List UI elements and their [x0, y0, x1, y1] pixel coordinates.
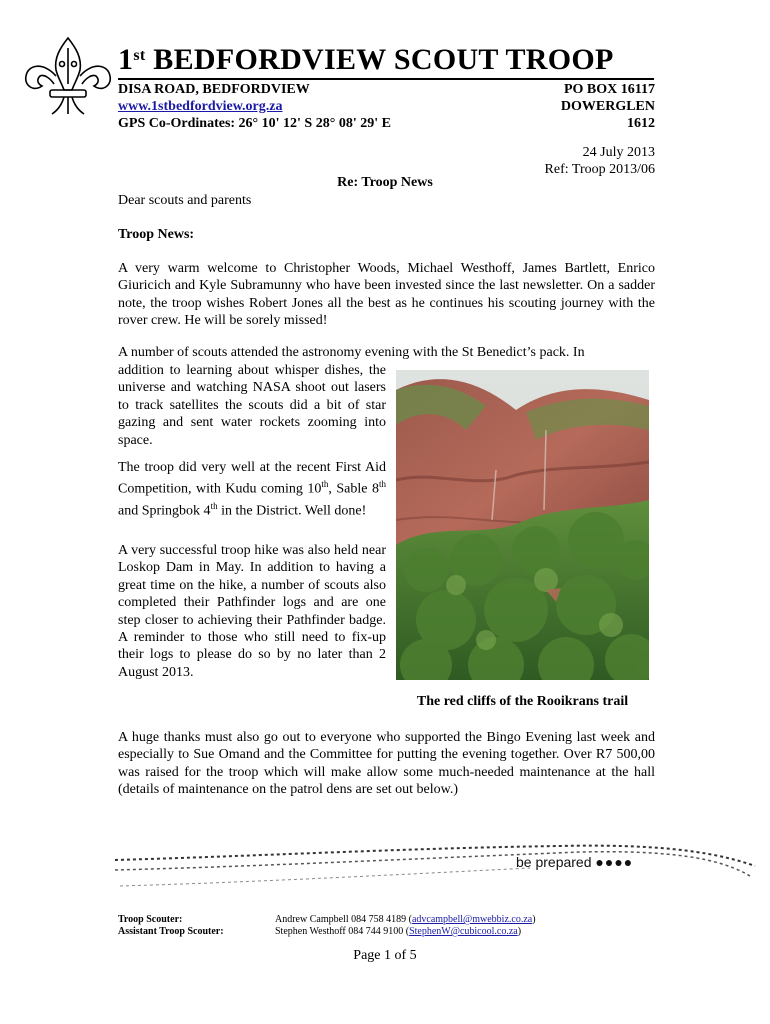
title-text: BEDFORDVIEW SCOUT TROOP [153, 43, 614, 76]
assistant-scouter-contact: Stephen Westhoff 084 744 9100 (StephenW@cubicool.co.za) [275, 926, 522, 937]
letter-ref: Ref: Troop 2013/06 [544, 162, 655, 177]
paragraph-welcome: A very warm welcome to Christopher Woods, Michael Westhoff, James Bartlett, Enrico Giuricich and Kyle Subramunny who have been invested since the last newsletter. On a sadder note, the troop wishes Robert Jones all the best as he continues his scouting journey with the rover crew. He will be sorely missed! [118, 261, 655, 329]
assistant-email-link[interactable]: StephenW@cubicool.co.za [409, 926, 518, 937]
footer-decorative-band [110, 838, 760, 898]
title-number: 1 [118, 43, 134, 76]
photo-caption: The red cliffs of the Rooikrans trail [416, 694, 629, 709]
po-box: PO BOX 16117 [563, 82, 655, 97]
section-heading: Troop News: [118, 227, 195, 242]
header-left-block [118, 81, 391, 132]
subject-line: Re: Troop News [337, 175, 433, 190]
paragraph-astronomy-rest: addition to learning about whisper dishes, the universe and watching NASA shoot out lasers to track satellites the scouts did a bit of star gazing and sent water rockets zooming into space. [118, 363, 386, 448]
date-ref-block [430, 144, 655, 178]
scouter-email-link[interactable]: advcampbell@mwebbiz.co.za [411, 914, 533, 925]
website-link[interactable]: www.1stbedfordview.org.za [118, 99, 283, 114]
footer-labels [118, 914, 224, 938]
gps-line: GPS Co-Ordinates: 26° 10' 12' S 28° 08' 29' E [118, 116, 391, 131]
salutation: Dear scouts and parents [118, 193, 252, 208]
letter-date: 24 July 2013 [582, 145, 655, 160]
paragraph-astronomy-line: A number of scouts attended the astronomy evening with the St Benedict’s pack. In [118, 345, 585, 360]
assistant-scouter-label: Assistant Troop Scouter: [118, 926, 224, 937]
address-line: DISA ROAD, BEDFORDVIEW [118, 82, 310, 97]
header-right-block [450, 81, 655, 132]
town: DOWERGLEN [560, 99, 655, 114]
troop-title [118, 42, 654, 80]
footer-contacts [275, 914, 536, 938]
paragraph-bingo: A huge thanks must also go out to everyone who supported the Bingo Evening last week and especially to Sue Omand and the Committee for putting the evening together. Over R7 500,00 was raised for the troop which will make allow some much-needed maintenance at the hall (details of maintenance on the patrol dens are set out below.) [118, 730, 655, 798]
paragraph-first-aid: The troop did very well at the recent First Aid Competition, with Kudu coming 10th, Sable 8th and Springbok 4th in the District. Well done! [118, 460, 386, 520]
rooikrans-cliffs-photo [396, 370, 649, 680]
troop-scouter-contact: Andrew Campbell 084 758 4189 (advcampbell@mwebbiz.co.za) [275, 914, 536, 925]
title-superscript: st [133, 47, 146, 64]
page-number: Page 1 of 5 [353, 948, 417, 963]
paragraph-hike: A very successful troop hike was also held near Loskop Dam in May. In addition to having a great time on the hike, a number of scouts also completed their Pathfinder logs and are one step closer to achieving their Pathfinder badge. A reminder to those who still need to fix-up their logs to please do so by no later than 2 August 2013. [118, 543, 386, 680]
be-prepared-slogan: be prepared ●●●● [516, 854, 634, 870]
troop-scouter-label: Troop Scouter: [118, 914, 183, 925]
postal-code: 1612 [627, 116, 655, 131]
fleur-de-lis-logo-icon [20, 34, 116, 118]
